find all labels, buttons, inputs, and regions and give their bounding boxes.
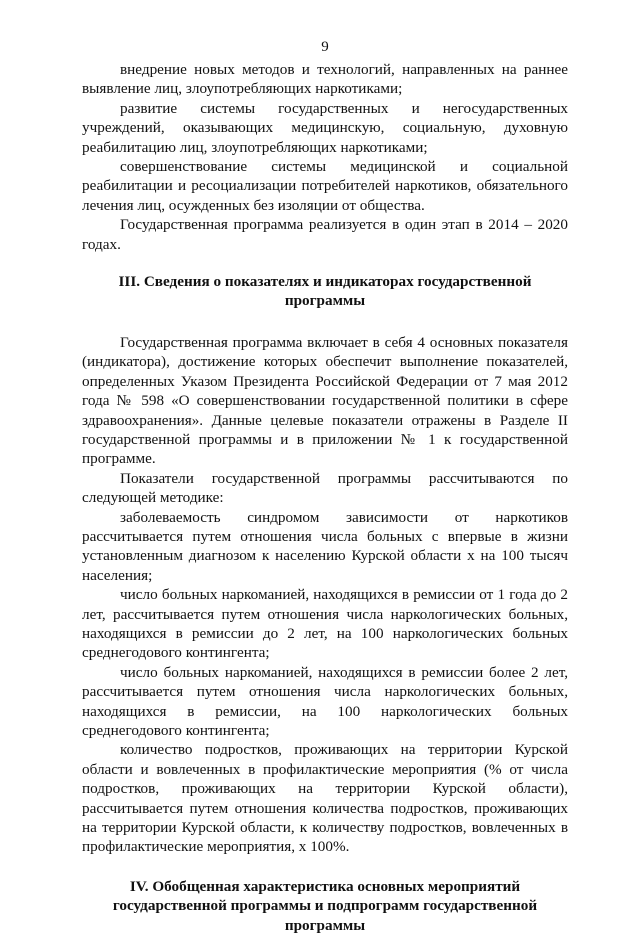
paragraph: Показатели государственной программы рассчитываются по следующей методике:: [82, 469, 568, 507]
paragraph: заболеваемость синдромом зависимости от наркотиков рассчитывается путем отношения числа больных с впервые в жизни установленным диагнозом к населению Курской области х на 100 тысяч населения;: [82, 508, 568, 584]
page-number: 9: [321, 39, 329, 55]
paragraph: совершенствование системы медицинской и социальной реабилитации и ресоциализации потребителей наркотиков, обязательного лечения лиц, осужденных без изоляции от общества.: [82, 158, 568, 214]
paragraph: число больных наркоманией, находящихся в ремиссии от 1 года до 2 лет, рассчитывается путем отношения числа наркологических больных, находящихся в ремиссии до 2 лет, на 100 наркологических больных среднегодового контингента;: [82, 586, 568, 662]
section-heading-4: IV. Обобщенная характеристика основных мероприятий государственной программы и подпрограмм государственной программы: [112, 877, 538, 934]
paragraph: внедрение новых методов и технологий, направленных на раннее выявление лиц, злоупотребляющих наркотиками;: [82, 61, 568, 98]
paragraph: количество подростков, проживающих на территории Курской области и вовлеченных в профилактические мероприятия (% от числа подростков, проживающих на территории Курской области), рассчитывается путем отношения количества подростков, проживающих на территории Курской области, к количеству подростков, вовлеченных в профилактические мероприятия, х 100%.: [82, 741, 568, 856]
paragraph: развитие системы государственных и негосударственных учреждений, оказывающих медицинскую, социальную, духовную реабилитацию лиц, злоупотребляющих наркотиками;: [82, 99, 568, 156]
paragraph: Государственная программа реализуется в один этап в 2014 – 2020 годах.: [82, 216, 568, 253]
paragraph: число больных наркоманией, находящихся в ремиссии более 2 лет, рассчитывается путем отношения числа наркологических больных, находящихся в ремиссии, на 100 наркологических больных среднегодового контингента;: [82, 663, 568, 739]
paragraph: Государственная программа включает в себя 4 основных показателя (индикатора), достижение которых обеспечит выполнение показателей, определенных Указом Президента Российской Федерации от 7 мая 2012 года № 598 «О совершенствовании государственной политики в сфере здравоохранения». Данные целевые показатели отражены в Разделе II государственной программы и в приложении № 1 к государственной программе.: [82, 333, 568, 468]
section-heading-3: III. Сведения о показателях и индикаторах государственной программы: [118, 273, 532, 310]
